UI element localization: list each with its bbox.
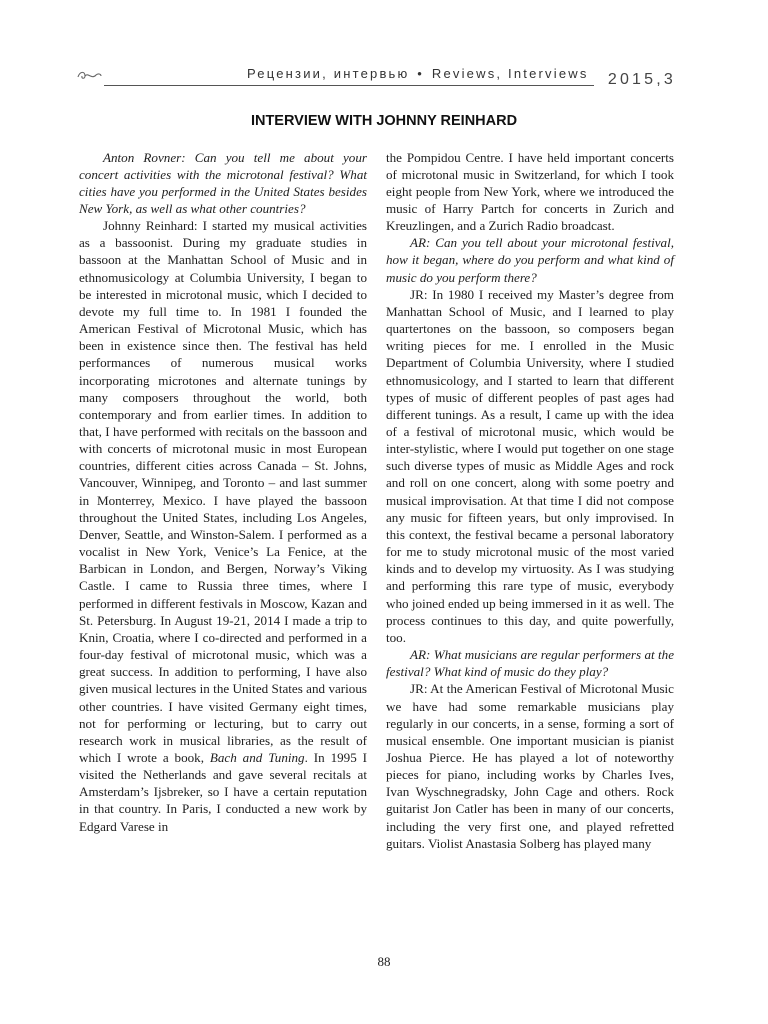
continued-paragraph: the Pompidou Centre. I have held important concerts of microtonal music in Switzerland, for which I took eight people from New York, where we introduced the music of Harry Partch for concerts in Zurich and Kreuzlingen, and a Zurich Radio broadcast. bbox=[386, 149, 674, 234]
bullet-separator: • bbox=[417, 66, 425, 81]
ornament-icon bbox=[76, 68, 102, 82]
answer-paragraph: JR: In 1980 I received my Master’s degree from Manhattan School of Music, and I learned to play quartertones on the bassoon, so composers began writing pieces for me. I enrolled in the Music Department of Columbia University, where I studied ethnomusicology, and I started to learn that different types of music of different peoples of past ages had different tunings. As a result, I came up with the idea of a festival of microtonal music, which would be inter-stylistic, where I would put together on one stage such diverse types of music as Middle Ages and rock and roll on one concert, along with some poetry and musical improvisation. At that time I did not compose any music for fifteen years, but only improvised. In this context, the festival became a personal laboratory for me to study microtonal music of the most varied kinds and to develop my virtuosity. As I was studying and performing this rare type of music, everybody who joined ended up being immersed in it as well. The process continues to this day, and quite powerfully, too. bbox=[386, 286, 674, 645]
section-heading bbox=[247, 66, 589, 81]
book-title: Bach and Tuning bbox=[209, 749, 305, 765]
section-en: Reviews, Interviews bbox=[431, 66, 589, 81]
header-rule bbox=[104, 85, 594, 86]
section-ru: Рецензии, интервью bbox=[247, 66, 410, 81]
page-number: 88 bbox=[377, 954, 391, 969]
question-paragraph: AR: Can you tell about your microtonal festival, how it began, where do you perform and what kind of music do you perform there? bbox=[386, 235, 674, 285]
answer-text: Johnny Reinhard: I started my musical activities as a bassoonist. During my graduate studies in bassoon at the Manhattan School of Music and in ethnomusicology at Columbia University, I began to be interested in microtonal music, which I decided to devote my full time to. In 1981 I founded the American Festival of Microtonal Music, which has been in existence since then. The festival has held performances of numerous musical works incorporating microtones and alternate tunings by many composers throughout the world, both contemporary and from earlier times. In addition to that, I have performed with recitals on the bassoon and with concerts of microtonal music in most European countries, different cities across Canada – St. Johns, Vancouver, Winnipeg, and Toronto – and last summer in Monterrey, Mexico. I have played the bassoon throughout the United States, including Los Angeles, Denver, Seattle, and Winston-Salem. I performed as a vocalist in New York, Venice’s La Fenice, at the Barbican in London, and Bergen, Norway’s Viking Castle. I came to Russia three times, where I performed in different festivals in Moscow, Kazan and St. Petersburg. In August 19-21, 2014 I made a trip to Knin, Croatia, where I co-directed and performed in a four-day festival of microtonal music, which was a great success. In addition to performing, I have also given musical lectures in the United States and various other countries. I have visited Germany eight times, not for performing or lecturing, but to carry out research work in musical libraries, as the result of which I wrote a book, bbox=[79, 218, 367, 765]
question-paragraph: Anton Rovner: Can you tell me about your concert activities with the microtonal festival? What cities have you performed in the United States besides New York, as well as what other countries? bbox=[79, 149, 367, 216]
right-column bbox=[386, 149, 674, 852]
answer-paragraph: JR: At the American Festival of Microtonal Music we have had some remarkable musicians play regularly in our concerts, in a sense, forming a sort of musical ensemble. One important musician is pianist Joshua Pierce. He has played a lot of noteworthy pieces for piano, including works by Charles Ives, Ivan Wyschnegradsky, John Cage and others. Rock guitarist Jon Catler has been in many of our concerts, including the very first one, and played refretted guitars. Violist Anastasia Solberg has played many bbox=[386, 681, 674, 851]
running-header bbox=[76, 62, 676, 92]
answer-paragraph bbox=[79, 217, 367, 835]
issue-number: 2015,3 bbox=[607, 71, 676, 88]
question-paragraph: AR: What musicians are regular performers at the festival? What kind of music do they play? bbox=[386, 647, 674, 680]
answer-text-end: . In 1995 I visited the Netherlands and gave several recitals at Amsterdam’s Ijsbreker, so I have a certain reputation in that country. In Paris, I conducted a new work by Edgard Varese in bbox=[79, 749, 368, 834]
left-column bbox=[79, 149, 367, 835]
article-title: INTERVIEW WITH JOHNNY REINHARD bbox=[250, 113, 518, 129]
